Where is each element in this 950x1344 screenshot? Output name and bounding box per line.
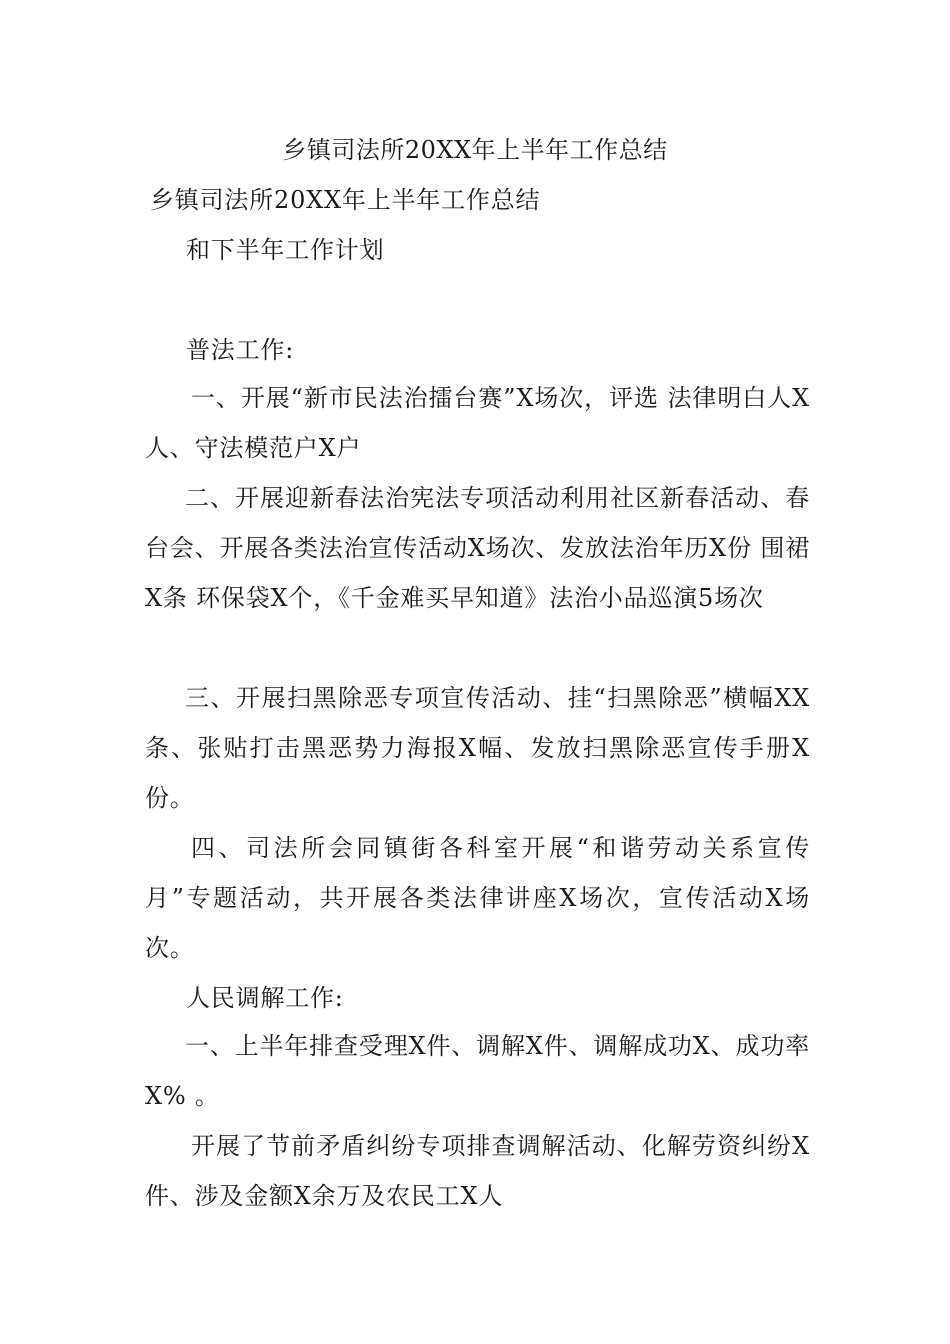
subtitle-line-1: 乡镇司法所20XX年上半年工作总结: [150, 186, 541, 214]
pufa-item-3: 三、开展扫黑除恶专项宣传活动、挂“扫黑除恶”横幅XX条、张贴打击黑恶势力海报X幅、发放扫黑除恶宣传手册X份。: [145, 684, 810, 812]
document-title: 乡镇司法所20XX年上半年工作总结: [282, 136, 668, 164]
pufa-item-4: 四、司法所会同镇街各科室开展“和谐劳动关系宣传月”专题活动，共开展各类法律讲座X场次，宣传活动X场次。: [145, 834, 810, 962]
subtitle-line-2: 和下半年工作计划: [186, 236, 385, 264]
section-heading-tiaojie: 人民调解工作:: [186, 984, 344, 1012]
tiaojie-item-1: 一、上半年排查受理X件、调解X件、调解成功X、成功率 X% 。: [145, 1032, 810, 1110]
tiaojie-item-2: 开展了节前矛盾纠纷专项排查调解活动、化解劳资纠纷X件、涉及金额X余万及农民工X人: [145, 1132, 810, 1210]
section-heading-pufa: 普法工作:: [186, 336, 295, 364]
pufa-item-2: 二、开展迎新春法治宪法专项活动利用社区新春活动、春台会、开展各类法治宣传活动X场次、发放法治年历X份 围裙X条 环保袋X个，《千金难买早知道》法治小品巡演5场次: [145, 484, 810, 612]
pufa-item-1: 一、开展“新市民法治擂台赛”X场次，评选 法律明白人X人、守法模范户X户: [145, 384, 810, 462]
